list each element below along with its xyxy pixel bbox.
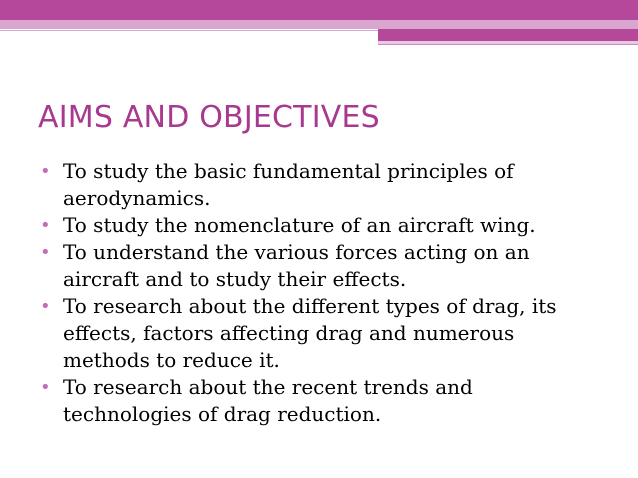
header-band-light — [0, 20, 638, 29]
header-divider-left — [0, 30, 378, 31]
list-item-text: To research about the recent trends and technologies of drag reduction. — [63, 375, 473, 426]
bullet-icon: • — [40, 215, 51, 236]
header-divider-right — [378, 44, 638, 45]
list-item — [40, 158, 600, 212]
list-item — [40, 293, 600, 374]
objectives-list — [40, 158, 600, 428]
list-item — [40, 374, 600, 428]
list-item — [40, 239, 600, 293]
bullet-icon: • — [40, 161, 51, 182]
list-item-text: To understand the various forces acting on an aircraft and to study their effects. — [63, 240, 530, 291]
bullet-icon: • — [40, 377, 51, 398]
header-band — [0, 0, 638, 20]
list-item-text: To study the nomenclature of an aircraft wing. — [63, 213, 536, 237]
list-item-text: To study the basic fundamental principles of aerodynamics. — [63, 159, 514, 210]
bullet-icon: • — [40, 242, 51, 263]
list-item-text: To research about the different types of drag, its effects, factors affecting drag and numerous methods to reduce it. — [63, 294, 557, 372]
header-accent-band — [378, 29, 638, 41]
bullet-icon: • — [40, 296, 51, 317]
list-item — [40, 212, 600, 239]
slide-title: AIMS AND OBJECTIVES — [38, 100, 380, 135]
